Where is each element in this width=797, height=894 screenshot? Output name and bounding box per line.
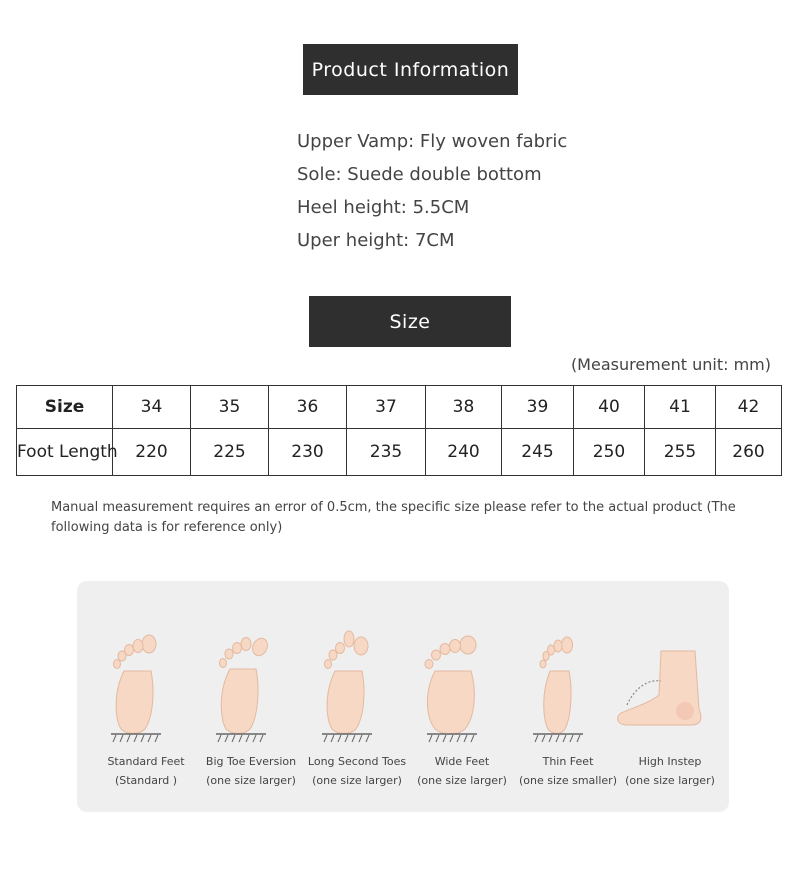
size-cell: 37 [347,386,426,429]
size-row [17,386,782,429]
big-toe-eversion-foot-icon [196,621,306,746]
size-cell: 35 [191,386,269,429]
high-instep-foot-icon [615,621,725,746]
foot-type-standard [91,581,201,812]
foot-length-cell: 240 [426,429,502,476]
foot-type-high-instep [615,581,725,812]
foot-type-note: (one size larger) [625,774,715,787]
foot-length-cell: 225 [191,429,269,476]
foot-types-panel [77,581,729,812]
foot-type-note: (one size larger) [417,774,507,787]
measurement-unit-note: (Measurement unit: mm) [570,355,771,374]
standard-foot-icon [91,621,201,746]
size-cell: 34 [113,386,191,429]
foot-type-name: Standard Feet [107,755,185,768]
foot-type-note: (one size smaller) [519,774,617,787]
foot-type-big-toe-eversion [196,581,306,812]
product-information-title: Product Information [311,58,510,81]
info-upper-height: Uper height: 7CM [297,230,455,251]
foot-length-cell: 255 [645,429,716,476]
foot-length-cell: 250 [574,429,645,476]
long-second-toe-foot-icon [302,621,412,746]
foot-length-cell: 260 [716,429,782,476]
thin-foot-icon [513,621,623,746]
size-title: Size [389,310,431,333]
manual-measurement-note: Manual measurement requires an error of 0.5cm, the specific size please refer to the actual product (The following data is for reference only) [51,500,736,535]
foot-type-long-second-toes [302,581,412,812]
foot-length-row [17,429,782,476]
foot-type-note: (one size larger) [312,774,402,787]
size-cell: 40 [574,386,645,429]
foot-type-name: Long Second Toes [307,755,407,768]
foot-type-name: Big Toe Eversion [205,755,297,768]
foot-type-note: (one size larger) [206,774,296,787]
info-sole: Sole: Suede double bottom [297,164,542,185]
info-upper-vamp: Upper Vamp: Fly woven fabric [297,131,568,152]
foot-length-row-header: Foot Length [17,429,113,476]
foot-type-name: Wide Feet [434,755,490,768]
foot-type-name: High Instep [638,755,702,768]
wide-foot-icon [407,621,517,746]
foot-length-cell: 230 [269,429,347,476]
foot-type-note: (Standard ) [114,774,178,787]
size-row-header: Size [17,386,113,429]
size-cell: 38 [426,386,502,429]
size-cell: 42 [716,386,782,429]
size-cell: 36 [269,386,347,429]
foot-type-wide-feet [407,581,517,812]
product-information-banner [303,44,518,95]
foot-length-cell: 220 [113,429,191,476]
size-banner [309,296,511,347]
foot-length-cell: 245 [502,429,574,476]
foot-length-cell: 235 [347,429,426,476]
info-heel-height: Heel height: 5.5CM [297,197,470,218]
size-cell: 41 [645,386,716,429]
product-info-list [297,128,567,260]
foot-type-name: Thin Feet [542,755,594,768]
size-cell: 39 [502,386,574,429]
size-table [16,385,782,476]
